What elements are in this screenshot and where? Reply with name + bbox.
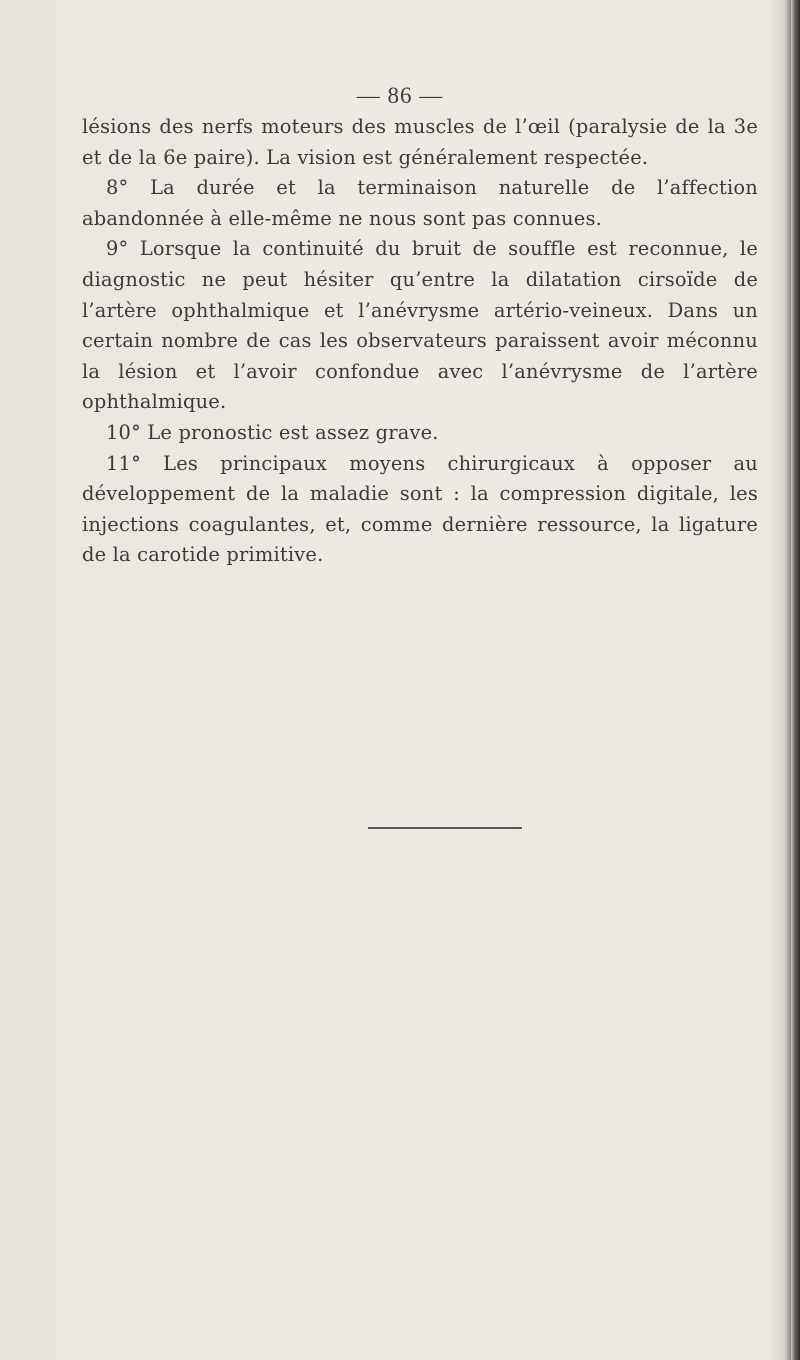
paragraph-item-11: 11° Les principaux moyens chirurgicaux à opposer au développement de la maladie sont : la compression digitale, les injections coagulantes, et, comme dernière ressource, la ligature de la carotide primitive. (82, 451, 758, 567)
paragraph-item-10: 10° Le pronostic est assez grave. (106, 420, 439, 444)
paragraph-continuation: lésions des nerfs moteurs des muscles de l’œil (paralysie de la 3e et de la 6e paire). La vision est généralement respectée. (82, 115, 758, 169)
page-number: — 86 — (356, 83, 444, 108)
paragraph-item-9: 9° Lorsque la continuité du bruit de souffle est reconnue, le diagnostic ne peut hésiter qu’entre la dilatation cirsoïde de l’artère ophthalmique et l’anévrysme artério-veineux. Dans un certain nombre de cas les observateurs paraissent avoir méconnu la lésion et l’avoir confondue avec l’anévrysme de l’artère ophthalmique. (82, 237, 758, 414)
section-divider-rule (368, 827, 522, 829)
paragraph-item-8: 8° La durée et la terminaison naturelle de l’affection abandonnée à elle-même ne nous sont pas connues. (82, 176, 758, 230)
page-edge-shadow (791, 0, 800, 1360)
body-text (82, 112, 758, 571)
